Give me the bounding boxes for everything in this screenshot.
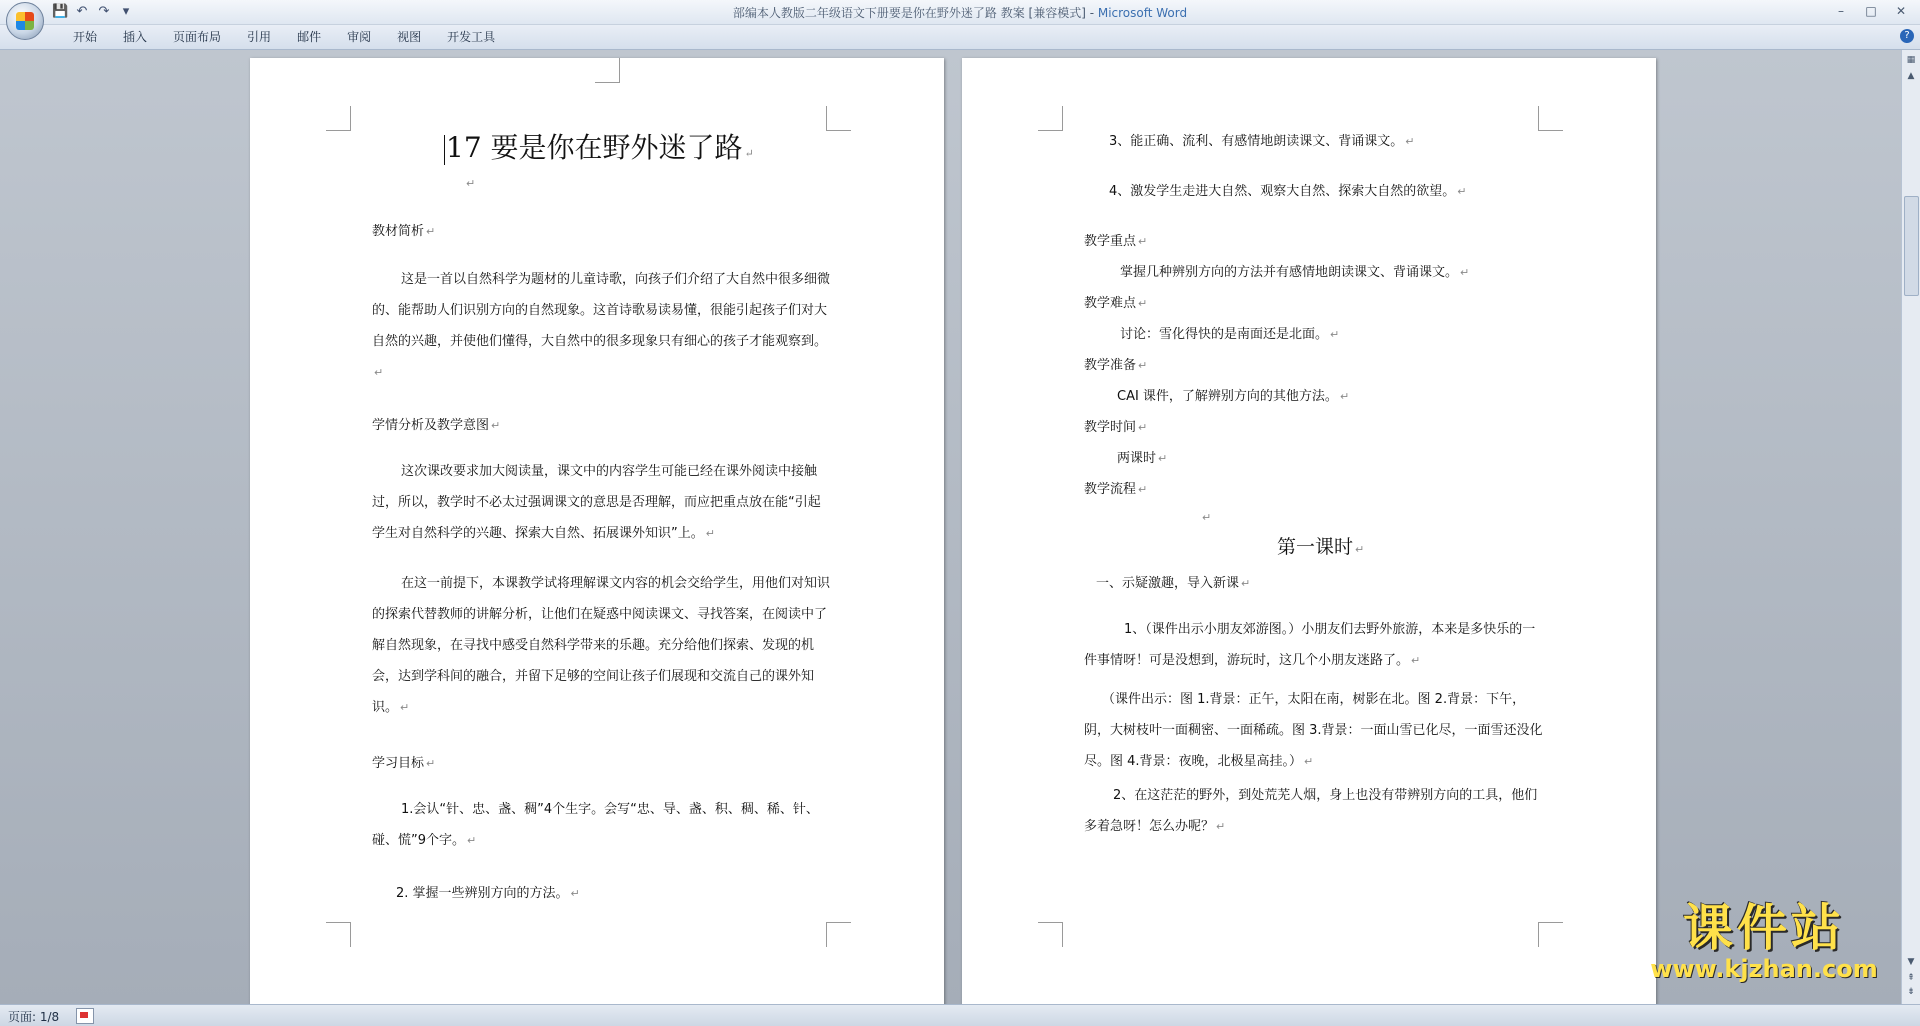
text-cursor <box>444 135 445 165</box>
page-indicator[interactable]: 页面: 1/8 <box>8 1010 60 1024</box>
paragraph-mark: ↵ <box>1460 266 1470 279</box>
section-heading <box>372 220 435 239</box>
maximize-button[interactable]: □ <box>1865 4 1877 18</box>
scroll-down-icon[interactable]: ▼ <box>1907 957 1915 967</box>
paragraph-mark: ↵ <box>374 366 384 379</box>
paragraph-mark: ↵ <box>1202 511 1212 524</box>
lesson-title <box>1277 532 1364 559</box>
paragraph-text: 4、激发学生走进大自然、观察大自然、探索大自然的欲望。 <box>1109 184 1456 199</box>
body-paragraph <box>1084 614 1544 676</box>
section-heading <box>1084 292 1147 311</box>
paragraph-text: 1.会认“针、忠、盏、稠”4个生字。会写“忠、导、盏、积、稠、稀、针、碰、慌”9个字。 <box>372 802 819 848</box>
office-button[interactable] <box>6 2 44 40</box>
body-paragraph <box>372 456 832 549</box>
paragraph-mark: ↵ <box>570 887 580 900</box>
paragraph-mark: ↵ <box>426 757 436 770</box>
paragraph-mark: ↵ <box>1158 452 1168 465</box>
section-heading <box>1084 354 1147 373</box>
paragraph-mark: ↵ <box>1138 483 1148 496</box>
crop-mark <box>1038 106 1063 131</box>
section-heading <box>1084 416 1147 435</box>
tab-page-layout[interactable]: 页面布局 <box>173 30 222 44</box>
body-paragraph <box>1117 447 1167 466</box>
heading-text: 教学难点 <box>1084 296 1137 311</box>
section-heading <box>372 414 500 433</box>
crop-mark <box>1038 922 1063 947</box>
paragraph-text: CAI 课件，了解辨别方向的其他方法。 <box>1117 389 1338 404</box>
watermark-logo <box>1648 900 1880 982</box>
title-separator: - <box>1085 6 1098 20</box>
watermark-url: www.kjzhan.com <box>1650 955 1878 983</box>
body-paragraph <box>396 882 580 901</box>
empty-paragraph <box>464 176 475 191</box>
paragraph-mark: ↵ <box>1405 135 1415 148</box>
tab-references[interactable]: 引用 <box>247 30 272 44</box>
title-text: 要是你在野外迷了路 <box>490 131 743 164</box>
tab-view[interactable]: 视图 <box>397 30 422 44</box>
paragraph-text: 1、（课件出示小朋友郊游图。）小朋友们去野外旅游，本来是多快乐的一件事情呀！可是没想到，游玩时，这几个小朋友迷路了。 <box>1084 622 1536 668</box>
heading-text: 教学流程 <box>1084 482 1137 497</box>
step-text: 一、示疑激趣，导入新课 <box>1096 576 1240 591</box>
window-title <box>0 4 1920 21</box>
paragraph-mark: ↵ <box>1138 359 1148 372</box>
tab-review[interactable]: 审阅 <box>347 30 372 44</box>
paragraph-text: 这次课改要求加大阅读量，课文中的内容学生可能已经在课外阅读中接触过，所以，教学时不必太过强调课文的意思是否理解，而应把重点放在能“引起学生对自然科学的兴趣、探索大自然、拓展课外知识”上。 <box>372 464 821 541</box>
document-page-1[interactable] <box>250 58 944 1004</box>
paragraph-mark: ↵ <box>1339 390 1350 403</box>
paragraph-mark: ↵ <box>400 701 410 714</box>
heading-text: 教学重点 <box>1084 234 1137 249</box>
document-title: 部编本人教版二年级语文下册要是你在野外迷了路 教案 [兼容模式] <box>732 6 1086 20</box>
next-page-icon[interactable]: ⇟ <box>1907 987 1915 997</box>
watermark-text: 课件站 <box>1683 899 1845 957</box>
empty-paragraph <box>1200 510 1211 525</box>
heading-text: 学习目标 <box>372 756 425 771</box>
crop-mark <box>1538 106 1563 131</box>
paragraph-mark: ↵ <box>491 419 501 432</box>
heading-text: 教材简析 <box>372 224 425 239</box>
paragraph-text: （课件出示：图 1.背景：正午，太阳在南，树影在北。图 2.背景：下午，阴，大树枝叶一面稠密、一面稀疏。图 3.背景：一面山雪已化尽，一面雪还没化尽。图 4.背景：夜晚，北极星高挂。） <box>1084 692 1543 769</box>
paragraph-mark: ↵ <box>1241 577 1251 590</box>
window-controls <box>1828 2 1914 20</box>
paragraph-mark: ↵ <box>1457 185 1467 198</box>
ribbon <box>0 25 1920 50</box>
status-bar <box>0 1004 1920 1026</box>
help-icon[interactable]: ? <box>1900 29 1914 43</box>
paragraph-mark: ↵ <box>426 225 436 238</box>
paragraph-mark: ↵ <box>467 834 477 847</box>
document-title <box>444 126 754 166</box>
paragraph-text: 3、能正确、流利、有感情地朗读课文、背诵课文。 <box>1109 134 1404 149</box>
step-heading <box>1096 572 1250 591</box>
body-paragraph <box>1120 323 1339 342</box>
body-paragraph <box>1109 180 1467 199</box>
paragraph-mark: ↵ <box>1355 543 1365 556</box>
crop-mark <box>326 922 351 947</box>
document-workspace[interactable] <box>0 50 1902 1004</box>
office-logo-icon <box>16 12 34 30</box>
paragraph-text: 讨论：雪化得快的是南面还是北面。 <box>1120 327 1329 342</box>
body-paragraph <box>1109 130 1415 149</box>
paragraph-mark: ↵ <box>1304 755 1314 768</box>
document-page-2[interactable] <box>962 58 1656 1004</box>
crop-mark <box>595 58 620 83</box>
lesson-title-text: 第一课时 <box>1277 536 1354 558</box>
ribbon-tabs <box>60 29 508 45</box>
previous-page-icon[interactable]: ⇞ <box>1907 973 1915 983</box>
minimize-button[interactable]: – <box>1838 4 1844 18</box>
paragraph-mark: ↵ <box>1138 421 1148 434</box>
scroll-thumb[interactable] <box>1904 196 1919 296</box>
paragraph-text: 在这一前提下，本课教学试将理解课文内容的机会交给学生，用他们对知识的探索代替教师的讲解分析，让他们在疑惑中阅读课文、寻找答案，在阅读中了解自然现象，在寻找中感受自然科学带来的乐趣。充分给他们探索、发现的机会，达到学科间的融合，并留下足够的空间让孩子们展现和交流自己的课外知识。 <box>372 576 831 715</box>
crop-mark <box>326 106 351 131</box>
body-paragraph <box>1117 385 1349 404</box>
paragraph-mark: ↵ <box>1138 297 1148 310</box>
heading-text: 教学时间 <box>1084 420 1137 435</box>
redo-icon[interactable]: ↷ <box>98 4 110 19</box>
section-heading <box>1084 230 1147 249</box>
proofing-icon[interactable] <box>76 1008 94 1024</box>
body-paragraph <box>372 264 832 388</box>
heading-text: 教学准备 <box>1084 358 1137 373</box>
paragraph-mark: ↵ <box>1330 328 1340 341</box>
body-paragraph <box>1084 684 1544 777</box>
close-button[interactable]: ✕ <box>1895 4 1907 18</box>
tab-insert[interactable]: 插入 <box>123 30 148 44</box>
paragraph-mark: ↵ <box>1411 654 1421 667</box>
save-icon[interactable]: 💾 <box>52 4 69 19</box>
paragraph-text: 两课时 <box>1117 451 1157 466</box>
title-bar <box>0 0 1920 25</box>
crop-mark <box>826 922 851 947</box>
app-name: Microsoft Word <box>1097 6 1188 20</box>
crop-mark <box>1538 922 1563 947</box>
paragraph-mark: ↵ <box>744 147 754 160</box>
tab-home[interactable]: 开始 <box>73 30 98 44</box>
section-heading <box>1084 478 1147 497</box>
body-paragraph <box>1120 261 1469 280</box>
paragraph-text: 掌握几种辨别方向的方法并有感情地朗读课文、背诵课文。 <box>1120 265 1459 280</box>
body-paragraph <box>372 568 832 723</box>
crop-mark <box>826 106 851 131</box>
paragraph-text: 2. 掌握一些辨别方向的方法。 <box>396 886 569 901</box>
heading-text: 学情分析及教学意图 <box>372 418 490 433</box>
paragraph-text: 这是一首以自然科学为题材的儿童诗歌，向孩子们介绍了大自然中很多细微的、能帮助人们识别方向的自然现象。这首诗歌易读易懂，很能引起孩子们对大自然的兴趣，并使他们懂得，大自然中的很多现象只有细心的孩子才能观察到。 <box>372 272 831 349</box>
body-paragraph <box>1084 780 1544 842</box>
ruler-toggle-icon[interactable]: ▦ <box>1906 55 1916 65</box>
vertical-scrollbar[interactable] <box>1901 50 1920 1004</box>
paragraph-text: 2、在这茫茫的野外，到处荒芜人烟，身上也没有带辨别方向的工具，他们多着急呀！怎么办呢？ <box>1084 788 1538 834</box>
paragraph-mark: ↵ <box>466 177 476 190</box>
tab-developer[interactable]: 开发工具 <box>447 30 496 44</box>
paragraph-mark: ↵ <box>705 527 715 540</box>
scroll-up-icon[interactable]: ▲ <box>1907 71 1915 81</box>
body-paragraph <box>372 794 832 856</box>
paragraph-mark: ↵ <box>1216 820 1226 833</box>
tab-mailings[interactable]: 邮件 <box>297 30 322 44</box>
paragraph-mark: ↵ <box>1138 235 1148 248</box>
section-heading <box>372 752 435 771</box>
title-number: 17 <box>446 131 482 164</box>
undo-icon[interactable]: ↶ <box>76 4 88 19</box>
customize-qat-icon[interactable]: ▾ <box>122 4 130 19</box>
